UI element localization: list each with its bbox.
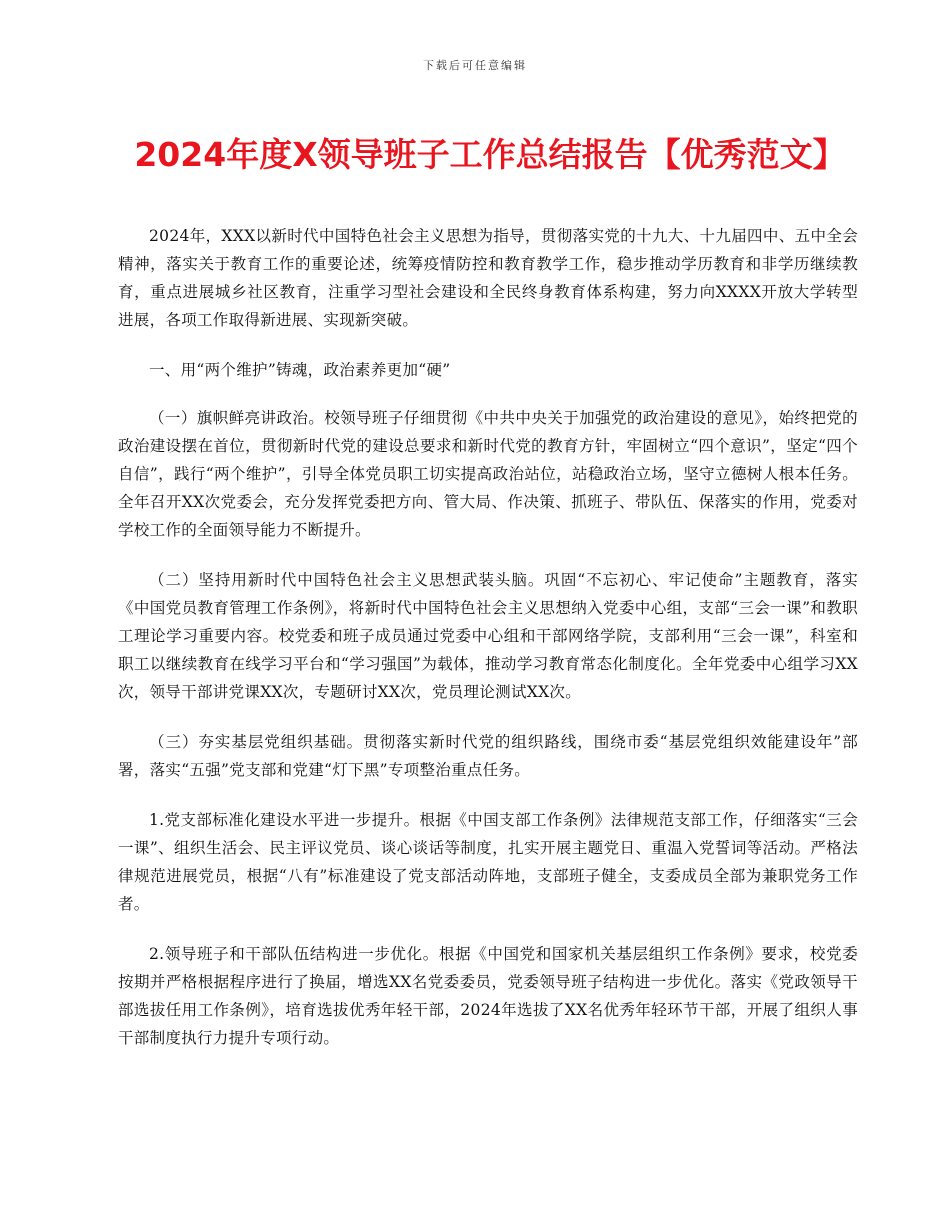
paragraph-branch-standardization: 1.党支部标准化建设水平进一步提升。根据《中国支部工作条例》法律规范支部工作，仔细落实“三会一课”、组织生活会、民主评议党员、谈心谈话等制度，扎实开展主题党日、重温入党誓词等活动。严格法律规范进展党员，根据“八有”标准建设了党支部活动阵地，支部班子健全，支委成员全部为兼职党务工作者。 — [118, 811, 858, 913]
document-body — [118, 222, 858, 1074]
document-title: 2024年度X领导班子工作总结报告【优秀范文】 — [134, 135, 846, 174]
paragraph-grassroots: （三）夯实基层党组织基础。贯彻落实新时代党的组织路线，围绕市委“基层党组织效能建设年”部署，落实“五强”党支部和党建“灯下黑”专项整治重点任务。 — [118, 733, 858, 779]
paragraph-ideology: （二）坚持用新时代中国特色社会主义思想武装头脑。巩固“不忘初心、牢记使命”主题教育，落实《中国党员教育管理工作条例》，将新时代中国特色社会主义思想纳入党委中心组，支部“三会一课”和教职工理论学习重要内容。校党委和班子成员通过党委中心组和干部网络学院，支部利用“三会一课”，科室和职工以继续教育在线学习平台和“学习强国”为载体，推动学习教育常态化制度化。全年党委中心组学习XX次，领导干部讲党课XX次，专题研讨XX次，党员理论测试XX次。 — [118, 571, 858, 701]
section-heading-1: 一、用“两个维护”铸魂，政治素养更加“硬” — [149, 361, 451, 379]
page-header-note: 下载后可任意编辑 — [423, 59, 527, 72]
paragraph-politics: （一）旗帜鲜亮讲政治。校领导班子仔细贯彻《中共中央关于加强党的政治建设的意见》，始终把党的政治建设摆在首位，贯彻新时代党的建设总要求和新时代党的教育方针，牢固树立“四个意识”，坚定“四个自信”，践行“两个维护”，引导全体党员职工切实提高政治站位，站稳政治立场，坚守立德树人根本任务。全年召开XX次党委会，充分发挥党委把方向、管大局、作决策、抓班子、带队伍、保落实的作用，党委对学校工作的全面领导能力不断提升。 — [118, 409, 858, 539]
paragraph-leadership-structure: 2.领导班子和干部队伍结构进一步优化。根据《中国党和国家机关基层组织工作条例》要求，校党委按期并严格根据程序进行了换届，增选XX名党委委员，党委领导班子结构进一步优化。落实《党政领导干部选拔任用工作条例》，培育选拔优秀年轻干部，2024年选拔了XX名优秀年轻环节干部，开展了组织人事干部制度执行力提升专项行动。 — [118, 945, 858, 1047]
intro-paragraph: 2024年，XXX以新时代中国特色社会主义思想为指导，贯彻落实党的十九大、十九届四中、五中全会精神，落实关于教育工作的重要论述，统筹疫情防控和教育教学工作，稳步推动学历教育和非学历继续教育，重点进展城乡社区教育，注重学习型社会建设和全民终身教育体系构建，努力向XXXX开放大学转型进展，各项工作取得新进展、实现新突破。 — [118, 227, 858, 329]
